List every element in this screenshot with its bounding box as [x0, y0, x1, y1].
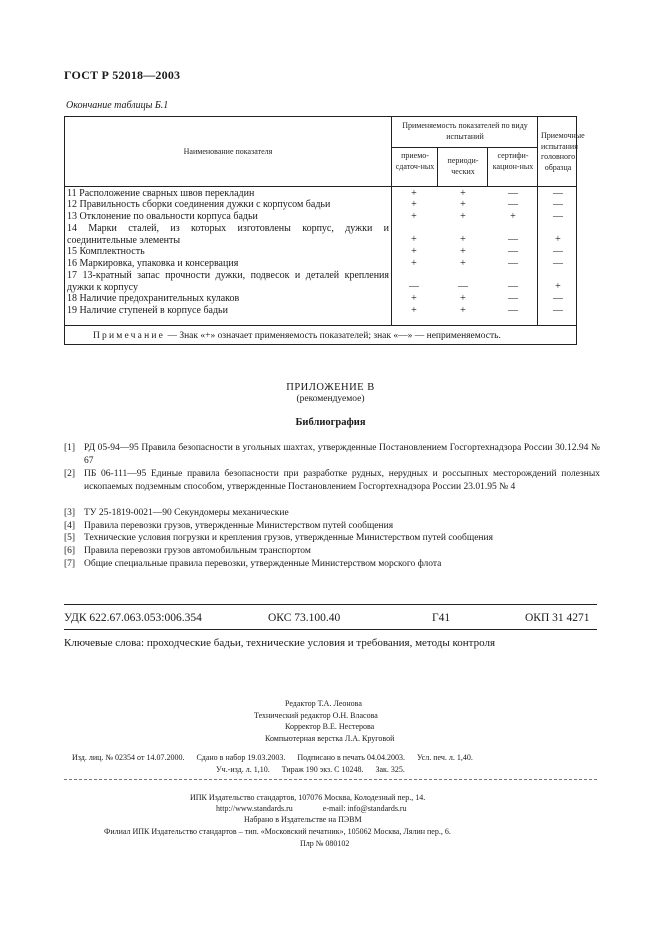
table-row-label: 16 Маркировка, упаковка и консервация	[67, 258, 239, 269]
row-divider	[65, 325, 576, 326]
divider-line	[64, 604, 597, 605]
table-mark: —	[508, 188, 518, 199]
corrector: Корректор В.Е. Нестерова	[285, 722, 375, 731]
table-mark: +	[411, 234, 417, 245]
header-acceptance: приемо-сдаточ-ных	[395, 151, 435, 171]
dashed-divider	[64, 779, 597, 780]
table-row-label: 12 Правильность сборки соединения дужки с корпусом бадьи	[67, 199, 331, 210]
okp-code: ОКП 31 4271	[525, 612, 590, 624]
table-row-label: 19 Наличие ступеней в корпусе бадьи	[67, 305, 228, 316]
indicators-table	[64, 116, 585, 345]
appendix-title: ПРИЛОЖЕНИЕ В	[286, 382, 375, 393]
table-row-label: 17 13-кратный запас прочности дужки, подвесок и деталей крепления дужки к корпусу	[67, 270, 389, 293]
table-mark: +	[460, 258, 466, 269]
header-group: Применяемость показателей по виду испытаний	[402, 121, 528, 141]
table-row-label: 11 Расположение сварных швов перекладин	[67, 188, 255, 199]
table-mark: —	[458, 281, 468, 292]
bibliography-text: ТУ 25-1819-0021—90 Секундомеры механические	[84, 508, 289, 518]
table-mark: —	[508, 258, 518, 269]
bibliography-text: Общие специальные правила перевозки, утвержденные Министерством морского флота	[84, 559, 442, 569]
table-mark: +	[411, 258, 417, 269]
header-name: Наименование показателя	[183, 147, 273, 156]
table-mark: —	[553, 305, 563, 316]
divider-line	[64, 629, 597, 630]
publisher-address: ИПК Издательство стандартов, 107076 Москва, Колодезный пер., 14.	[190, 793, 426, 802]
table-mark: +	[411, 246, 417, 257]
table-mark: +	[510, 211, 516, 222]
note-text: — Знак «+» означает применяемость показателей; знак «—» — неприменяемость.	[165, 331, 501, 341]
publisher-web: http://www.standards.ru e-mail: info@standards.ru	[216, 804, 407, 813]
header-certification: сертифи-кацион-ных	[492, 151, 534, 171]
bibliography-text: ПБ 06-111—95 Единые правила безопасности при разработке рудных, нерудных и россыпных месторождений полезных ископаемых подземным способом, утвержденные Постановлением Госгортехнадзора России 23.01.95 № 4	[84, 469, 600, 492]
table-row-label: 18 Наличие предохранительных кулаков	[67, 293, 240, 304]
table-mark: +	[460, 234, 466, 245]
layout-artist: Компьютерная верстка Л.А. Круговой	[265, 734, 395, 743]
print-details-2: Уч.-изд. л. 1,10. Тираж 190 экз. С 10248. Зак. 325.	[216, 765, 405, 774]
print-details: Изд. лиц. № 02354 от 14.07.2000. Сдано в набор 19.03.2003. Подписано в печать 04.04.2003. Усл. печ. л. 1,40.	[72, 753, 473, 762]
col-divider	[391, 117, 392, 325]
header-prototype: Приемочные испытания головного образца	[541, 131, 585, 172]
table-mark: —	[508, 293, 518, 304]
bibliography-number: [4]	[64, 521, 76, 531]
table-row-label: 13 Отклонение по овальности корпуса бадьи	[67, 211, 258, 222]
table-mark: +	[411, 188, 417, 199]
table-mark: +	[555, 281, 561, 292]
appendix-subtitle: (рекомендуемое)	[296, 394, 365, 404]
bibliography-number: [5]	[64, 533, 76, 543]
table-mark: +	[460, 246, 466, 257]
bibliography-text: Правила перевозки грузов автомобильным транспортом	[84, 546, 311, 556]
table-mark: +	[411, 293, 417, 304]
table-note	[93, 331, 501, 341]
table-mark: —	[553, 188, 563, 199]
table-row-label: 15 Комплектность	[67, 246, 145, 257]
table-mark: +	[411, 305, 417, 316]
table-mark: —	[553, 211, 563, 222]
table-mark: +	[460, 199, 466, 210]
table-mark: —	[508, 234, 518, 245]
row-divider	[65, 186, 576, 187]
bibliography-number: [7]	[64, 559, 76, 569]
bibliography-text: Правила перевозки грузов, утвержденные Министерством путей сообщения	[84, 521, 394, 531]
table-mark: +	[460, 211, 466, 222]
standard-number: ГОСТ Р 52018—2003	[64, 68, 181, 82]
bibliography-number: [3]	[64, 508, 76, 518]
editor: Редактор Т.А. Леонова	[285, 699, 362, 708]
table-mark: —	[553, 293, 563, 304]
printing-branch: Филиал ИПК Издательство стандартов – тип. «Московский печатник», 105062 Москва, Лялин пер., 6.	[104, 827, 451, 836]
bibliography-number: [6]	[64, 546, 76, 556]
oks-code: ОКС 73.100.40	[268, 612, 341, 624]
bibliography-number: [2]	[64, 469, 76, 479]
bibliography-text: Технические условия погрузки и крепления грузов, утвержденные Министерством путей сообщения	[84, 533, 493, 543]
col-divider	[487, 147, 488, 186]
table-row-label: 14 Марки сталей, из которых изготовлены корпус, дужки и соединительные элементы	[67, 223, 389, 246]
table-mark: +	[555, 234, 561, 245]
table-mark: —	[553, 258, 563, 269]
table-mark: +	[460, 305, 466, 316]
table-mark: —	[409, 281, 419, 292]
table-mark: —	[553, 246, 563, 257]
typeset-info: Набрано в Издательстве на ПЭВМ	[244, 815, 362, 824]
table-mark: —	[508, 305, 518, 316]
license-number: Плр № 080102	[300, 839, 350, 848]
table-mark: +	[411, 199, 417, 210]
col-divider	[437, 147, 438, 186]
table-mark: —	[508, 199, 518, 210]
col-divider	[537, 117, 538, 325]
table-mark: +	[460, 293, 466, 304]
table-mark: +	[460, 188, 466, 199]
bibliography-text: РД 05-94—95 Правила безопасности в угольных шахтах, утвержденные Постановлением Госгортехнадзора России 30.12.94 № 67	[84, 443, 600, 466]
table-mark: —	[508, 246, 518, 257]
row-divider	[391, 147, 537, 148]
table-caption: Окончание таблицы Б.1	[66, 100, 169, 111]
bibliography-number: [1]	[64, 443, 76, 453]
table-mark: —	[553, 199, 563, 210]
bibliography-heading: Библиография	[295, 417, 366, 428]
tech-editor: Технический редактор О.Н. Власова	[254, 711, 378, 720]
table-mark: —	[508, 281, 518, 292]
group-code: Г41	[432, 612, 451, 624]
table-mark: +	[411, 211, 417, 222]
note-label: Примечание	[93, 331, 166, 341]
keywords: Ключевые слова: проходческие бадьи, технические условия и требования, методы контроля	[64, 637, 496, 649]
header-periodic: периоди-ческих	[447, 156, 479, 176]
udk-code: УДК 622.67.063.053:006.354	[64, 612, 202, 624]
